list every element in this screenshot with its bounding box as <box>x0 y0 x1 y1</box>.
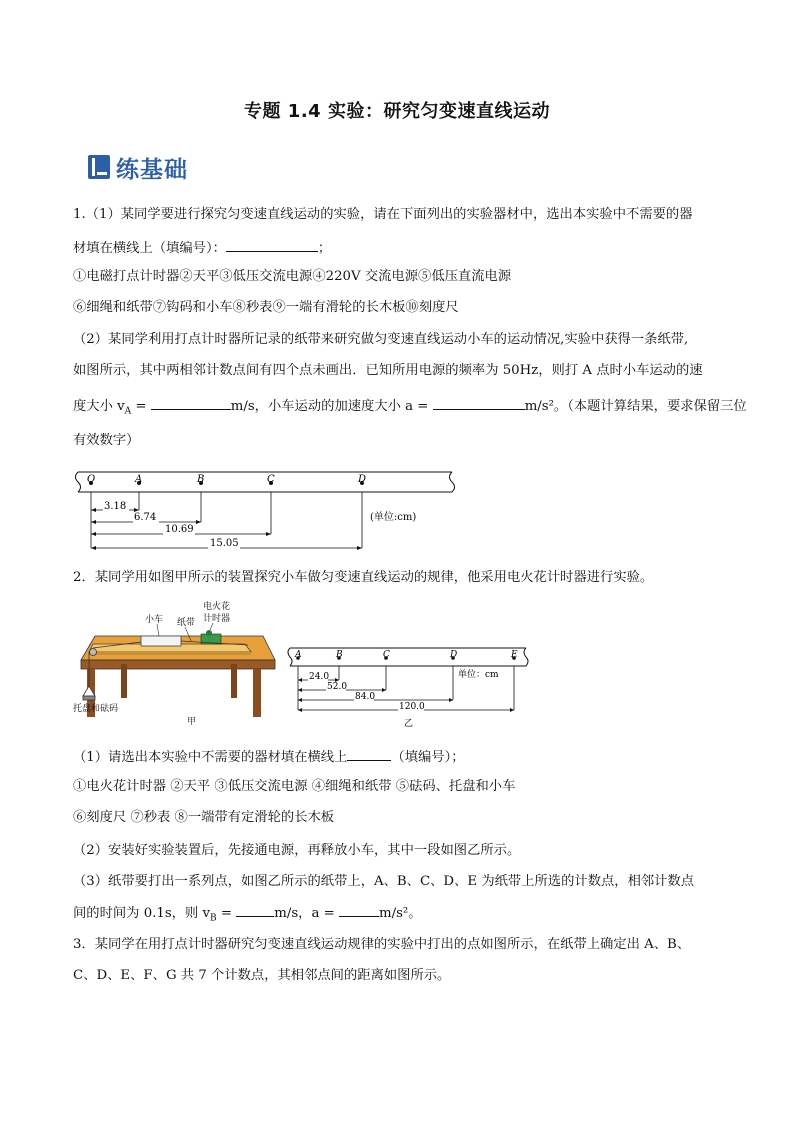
tape-point-labels <box>87 474 366 485</box>
q1-answer-blank-1[interactable] <box>226 237 318 252</box>
q1-line2 <box>73 237 733 259</box>
q1-part2-line3 <box>73 395 747 422</box>
apparatus-figure <box>73 600 283 730</box>
q1-va-label: 度大小 v <box>73 399 125 414</box>
dim-10.69: 10.69 <box>165 524 194 535</box>
q2-sub1-text: （1）请选出本实验中不需要的器材填在横线上 <box>73 750 348 765</box>
caption-yi: 乙 <box>404 719 414 729</box>
dimension-values <box>103 501 240 549</box>
tape-strip <box>76 472 455 492</box>
q1-part2-line4: 有效数字） <box>73 433 140 448</box>
tape-dots-2 <box>296 656 516 660</box>
q1-line2-end: ； <box>317 241 332 256</box>
q1-part2-line1: （2）某同学利用打点计时器所记录的纸带来研究做匀变速直线运动小车的运动情况,实验中获得一条纸带, <box>73 332 689 347</box>
point-C: C <box>267 474 275 485</box>
q1-answer-blank-a[interactable] <box>433 395 525 410</box>
section-label: 练基础 <box>116 156 188 183</box>
q2-sub3: （3）纸带要打出一系列点，如图乙所示的纸带上，A、B、C、D、E 为纸带上所选的计数点，相邻计数点 <box>73 874 695 889</box>
label-tape: 纸带 <box>177 618 196 628</box>
q1-options-1: ①电磁打点计时器②天平③低压交流电源④220V 交流电源⑤低压直流电源 <box>73 269 512 284</box>
q2-vb-sub: B <box>210 913 217 924</box>
dimension-values-2 <box>308 672 425 712</box>
tape-dots <box>89 481 364 485</box>
dim-24.0: 24.0 <box>309 672 330 682</box>
q2-sub1 <box>73 746 733 768</box>
label-jia: 甲 <box>187 717 197 727</box>
point-E2: E <box>511 650 518 660</box>
dim-15.05: 15.05 <box>210 538 239 549</box>
unit-label-1: (单位:cm) <box>370 512 417 523</box>
q2-answer-blank-vb[interactable] <box>236 902 274 917</box>
tape-figure-1 <box>70 462 460 554</box>
q2-line1: 2．某同学用如图甲所示的装置探究小车做匀变速直线运动的规律，他采用电火花计时器进行实验。 <box>73 570 654 585</box>
q1-line1: 1.（1）某同学要进行探究匀变速直线运动的实验，请在下面列出的实验器材中，选出本实验中不需要的器 <box>73 207 693 222</box>
label-cart: 小车 <box>145 615 164 625</box>
q2-items-1: ①电火花计时器 ②天平 ③低压交流电源 ④细绳和纸带 ⑤砝码、托盘和小车 <box>73 779 516 794</box>
dim-120.0: 120.0 <box>399 702 425 712</box>
dim-52.0: 52.0 <box>327 682 348 692</box>
unit-label-2: 单位：cm <box>458 670 499 680</box>
q2-sub3-line2 <box>73 902 733 929</box>
dim-6.74: 6.74 <box>134 512 157 523</box>
point-O: O <box>87 474 96 485</box>
q1-accel-unit: m/s²。（本题计算结果，要求保留三位 <box>524 399 747 414</box>
q1-part2-line2: 如图所示，其中两相邻计数点间有四个点未画出．已知所用电源的频率为 50Hz，则打 A 点时小车运动的速 <box>73 363 703 378</box>
q2-items-2: ⑥刻度尺 ⑦秒表 ⑧一端带有定滑轮的长木板 <box>73 810 335 825</box>
page-title: 专题 1.4 实验：研究匀变速直线运动 <box>244 101 550 122</box>
tape-figure-2 <box>286 640 531 732</box>
q2-answer-blank-a[interactable] <box>339 902 379 917</box>
q1-accel-label: m/s，小车运动的加速度大小 a = <box>230 399 433 414</box>
point-A2: A <box>295 650 302 660</box>
label-timer-2: 计时器 <box>203 614 231 624</box>
timer-device <box>201 630 221 644</box>
q2-accel-unit: m/s²。 <box>378 906 422 921</box>
label-tray-weights: 托盘和砝码 <box>73 704 119 714</box>
q3-line1: 3．某同学在用打点计时器研究匀变速直线运动规律的实验中打出的点如图所示，在纸带上确定出 A、B、 <box>73 937 691 952</box>
q1-line2-text: 材填在横线上（填编号）： <box>73 241 226 256</box>
section-header <box>88 150 188 184</box>
dim-3.18: 3.18 <box>104 501 127 512</box>
tape-strip-2 <box>288 648 528 666</box>
q1-eq: = <box>131 399 151 414</box>
q2-sub1-end: （填编号）； <box>391 750 465 765</box>
book-icon <box>88 155 110 179</box>
q2-sub2: （2）安装好实验装置后，先接通电源，再释放小车，其中一段如图乙所示。 <box>73 843 521 858</box>
q1-va-sub: A <box>124 406 132 417</box>
point-B2: B <box>336 650 343 660</box>
q2-vb-label: 间的时间为 0.1s，则 v <box>73 906 211 921</box>
point-A: A <box>135 474 143 485</box>
q2-accel-label: m/s，a = <box>274 906 339 921</box>
q3-line2: C、D、E、F、G 共 7 个计数点，其相邻点间的距离如图所示。 <box>73 968 451 983</box>
point-D: D <box>358 474 367 485</box>
q2-answer-blank-1[interactable] <box>347 746 391 761</box>
cart <box>141 636 181 646</box>
dim-84.0: 84.0 <box>355 692 376 702</box>
point-B: B <box>197 474 205 485</box>
label-timer-1: 电火花 <box>203 602 231 612</box>
q2-eq: = <box>216 906 237 921</box>
q1-answer-blank-va[interactable] <box>151 395 231 410</box>
point-C2: C <box>383 650 390 660</box>
tape-point-labels-2 <box>294 650 518 660</box>
point-D2: D <box>450 650 458 660</box>
q1-options-2: ⑥细绳和纸带⑦钩码和小车⑧秒表⑨一端有滑轮的长木板⑩刻度尺 <box>73 300 459 315</box>
